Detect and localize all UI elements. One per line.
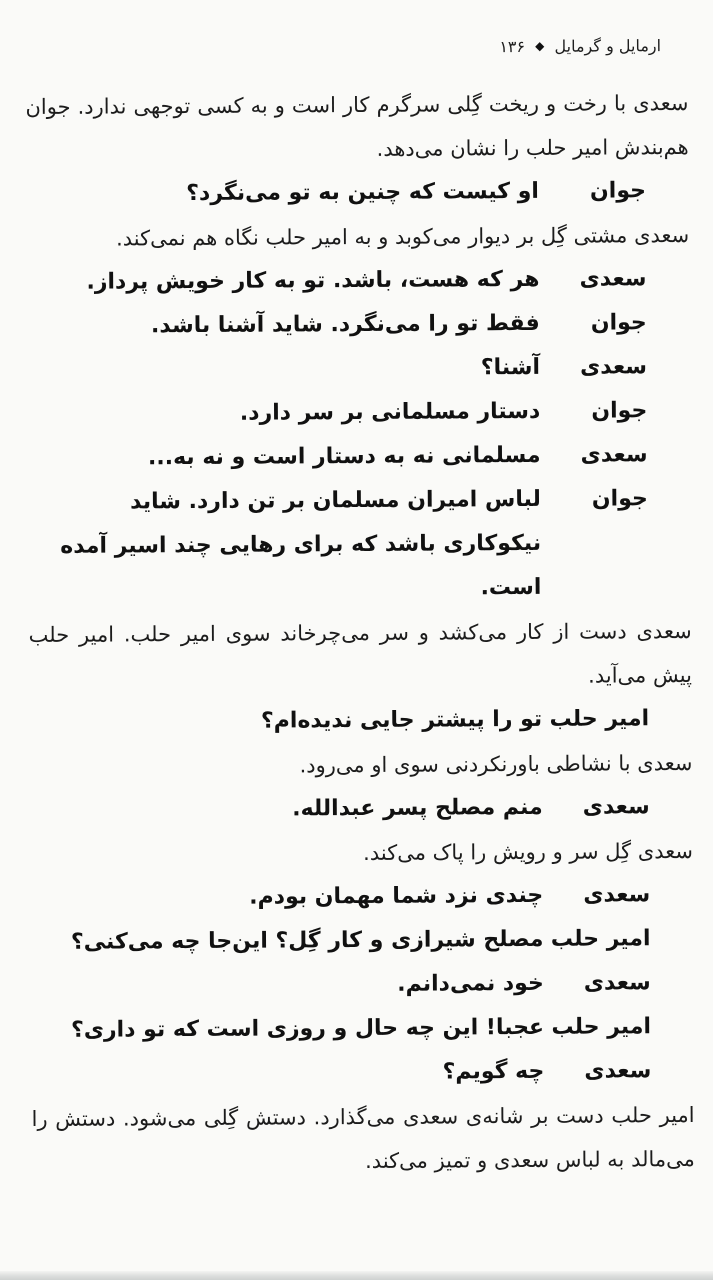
page-header (25, 36, 661, 59)
speaker-name: سعدی (583, 970, 651, 996)
speaker-name: جوان (591, 398, 648, 424)
dialogue-row (29, 697, 692, 745)
page-number: ۱۳۶ (499, 36, 526, 57)
speaker-name: جوان (590, 310, 647, 336)
stage-direction: سعدی با رخت و ریخت گِلی سرگرم کار است و به کسی توجهی ندارد. جوان هم‌بندش امیر حلب را نشان می‌دهد. (25, 90, 689, 161)
speaker-name: جوان (589, 178, 647, 204)
dialogue-row (31, 1005, 694, 1053)
dialogue-row (28, 477, 692, 613)
speaker-name: سعدی (580, 354, 648, 380)
diamond-icon: ◆ (535, 38, 545, 53)
dialogue-row (27, 433, 690, 481)
dialogue-row (27, 389, 690, 437)
speaker-name: جوان (591, 486, 648, 512)
stage-direction: امیر حلب دست بر شانه‌ی سعدی می‌گذارد. دستش گِلی می‌شود. دستش را می‌مالد به لباس سعدی و تمیز می‌کند. (31, 1102, 695, 1173)
dialogue-text: هر که هست، باشد. تو به کار خویش پرداز. (86, 266, 540, 295)
dialogue-text: او کیست که چنین به تو می‌نگرد؟ (186, 178, 540, 207)
dialogue-text: مصلح شیرازی و کار گِل؟ این‌جا چه می‌کنی؟ (70, 926, 544, 955)
stage-direction: سعدی گِل سر و رویش را پاک می‌کند. (363, 838, 694, 865)
dialogue-row (30, 917, 693, 965)
speaker-name: سعدی (582, 794, 650, 820)
dialogue-text: فقط تو را می‌نگرد. شاید آشنا باشد. (150, 310, 540, 339)
speaker-name: سعدی (579, 266, 647, 292)
dialogue-text: عجبا! این چه حال و روزی است که تو داری؟ (70, 1014, 545, 1043)
dialogue-row (31, 1049, 694, 1097)
dialogue-text: چه گویم؟ (442, 1058, 545, 1085)
dialogue-text: چندی نزد شما مهمان بودم. (249, 882, 544, 910)
dialogue-row (26, 169, 689, 217)
scanned-page-content (0, 36, 713, 1185)
stage-direction: سعدی با نشاطی باورنکردنی سوی او می‌رود. (299, 750, 693, 778)
dialogue-text: آشنا؟ (480, 354, 541, 381)
book-title: ارمایل و گرمایل (554, 36, 662, 56)
dialogue-text: مسلمانی نه به دستار است و نه به... (147, 442, 541, 471)
script-body (25, 81, 695, 1185)
speaker-name: سعدی (583, 882, 651, 908)
speaker-name: امیر حلب (551, 1014, 652, 1040)
dialogue-text: تو را پیشتر جایی ندیده‌ام؟ (260, 706, 543, 734)
dialogue-row (26, 257, 689, 305)
speaker-name: سعدی (580, 442, 648, 468)
speaker-name: امیر حلب (550, 926, 651, 952)
dialogue-row (27, 301, 690, 349)
page-bottom-edge (0, 1271, 713, 1280)
dialogue-text: منم مصلح پسر عبدالله. (292, 794, 543, 822)
dialogue-row (31, 961, 694, 1009)
speaker-name: سعدی (584, 1058, 652, 1084)
dialogue-row (27, 345, 690, 393)
dialogue-row (30, 873, 693, 921)
dialogue-row (30, 785, 693, 833)
dialogue-text: لباس امیران مسلمان بر تن دارد. شاید نیکوکاری باشد که برای رهایی چند اسیر آمده است. (60, 486, 542, 601)
stage-direction: سعدی مشتی گِل بر دیوار می‌کوبد و به امیر حلب نگاه هم نمی‌کند. (115, 222, 690, 251)
stage-direction: سعدی دست از کار می‌کشد و سر می‌چرخاند سوی امیر حلب. امیر حلب پیش می‌آید. (28, 618, 692, 688)
dialogue-text: خود نمی‌دانم. (397, 970, 544, 997)
dialogue-text: دستار مسلمانی بر سر دارد. (239, 398, 541, 426)
speaker-name: امیر حلب (549, 706, 650, 732)
